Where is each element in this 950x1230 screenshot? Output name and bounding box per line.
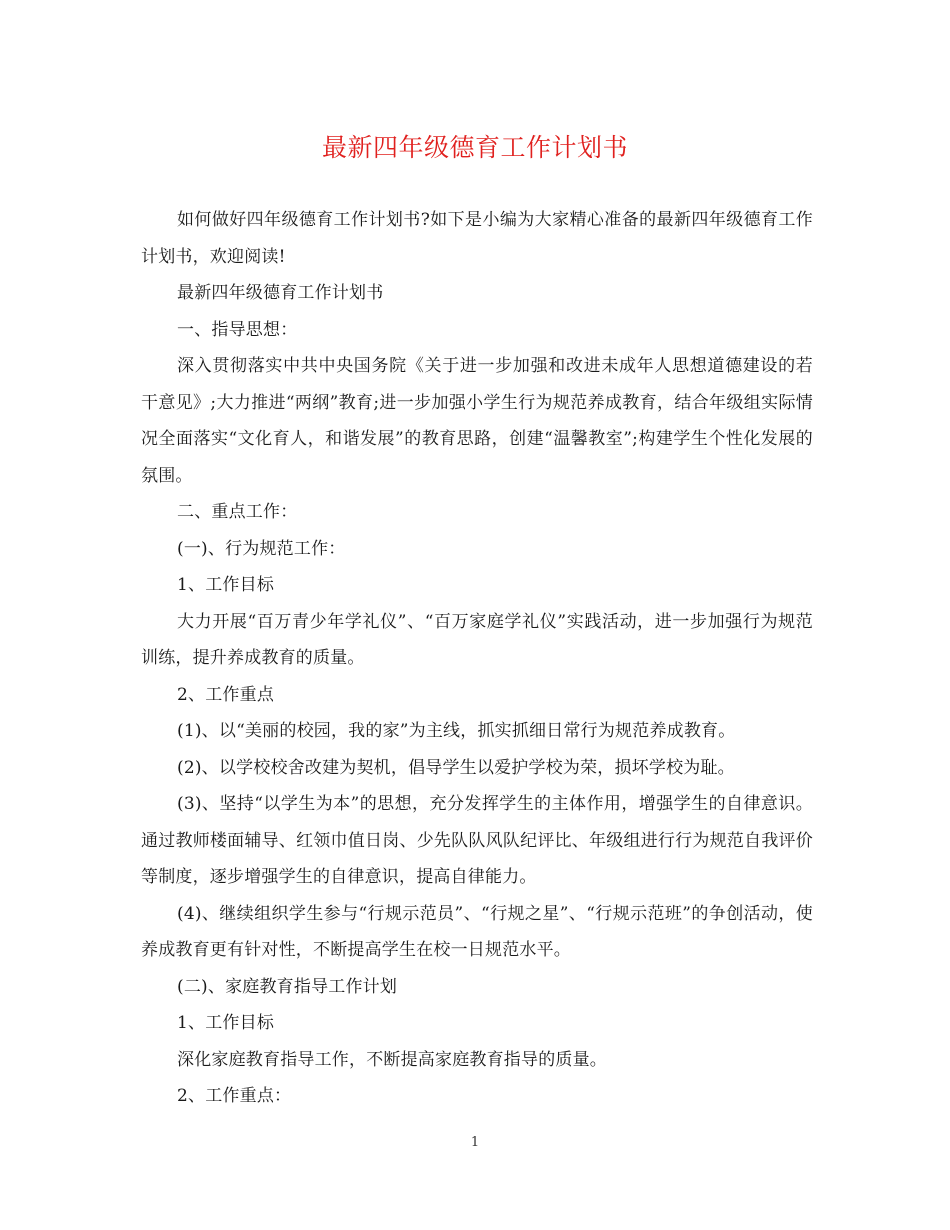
subtitle-paragraph: 最新四年级德育工作计划书 [177, 283, 384, 303]
work-goal-paragraph: 大力开展“百万青少年学礼仪”、“百万家庭学礼仪”实践活动，进一步加强行为规范训练，提升养成教育的质量。 [141, 611, 813, 668]
section-heading-guiding-ideology: 一、指导思想： [177, 319, 298, 340]
document-body [141, 202, 813, 1115]
document-title: 最新四年级德育工作计划书 [321, 133, 628, 162]
work-goal-heading: 1、工作目标 [177, 575, 275, 595]
work-focus-heading: 2、工作重点 [177, 684, 275, 705]
intro-paragraph: 如何做好四年级德育工作计划书?如下是小编为大家精心准备的最新四年级德育工作计划书，欢迎阅读! [141, 210, 813, 267]
section-heading-key-work: 二、重点工作： [177, 502, 298, 522]
family-work-goal-paragraph: 深化家庭教育指导工作，不断提高家庭教育指导的质量。 [177, 1049, 607, 1070]
subsection-heading-behavior: (一)、行为规范工作： [177, 538, 346, 559]
guiding-ideology-paragraph: 深入贯彻落实中共中央国务院《关于进一步加强和改进未成年人思想道德建设的若干意见》;大力推进“两纲”教育;进一步加强小学生行为规范养成教育，结合年级组实际情况全面落实“文化育人，和谐发展”的教育思路，创建“温馨教室”;构建学生个性化发展的氛围。 [141, 356, 813, 486]
subsection-heading-family: (二)、家庭教育指导工作计划 [177, 976, 398, 997]
family-work-focus-heading: 2、工作重点： [177, 1086, 292, 1106]
work-focus-item-1: (1)、以“美丽的校园，我的家”为主线，抓实抓细日常行为规范养成教育。 [177, 721, 736, 741]
work-focus-item-4: (4)、继续组织学生参与“行规示范员”、“行规之星”、“行规示范班”的争创活动，使养成教育更有针对性，不断提高学生在校一日规范水平。 [141, 903, 813, 960]
work-focus-item-3: (3)、坚持“以学生为本”的思想，充分发挥学生的主体作用，增强学生的自律意识。通过教师楼面辅导、红领巾值日岗、少先队队风队纪评比、年级组进行行为规范自我评价等制度，逐步增强学生的自律意识，提高自律能力。 [141, 794, 813, 887]
work-focus-item-2: (2)、以学校校舍改建为契机，倡导学生以爱护学校为荣，损坏学校为耻。 [177, 757, 735, 778]
family-work-goal-heading: 1、工作目标 [177, 1013, 275, 1033]
page-number: 1 [470, 1135, 480, 1150]
